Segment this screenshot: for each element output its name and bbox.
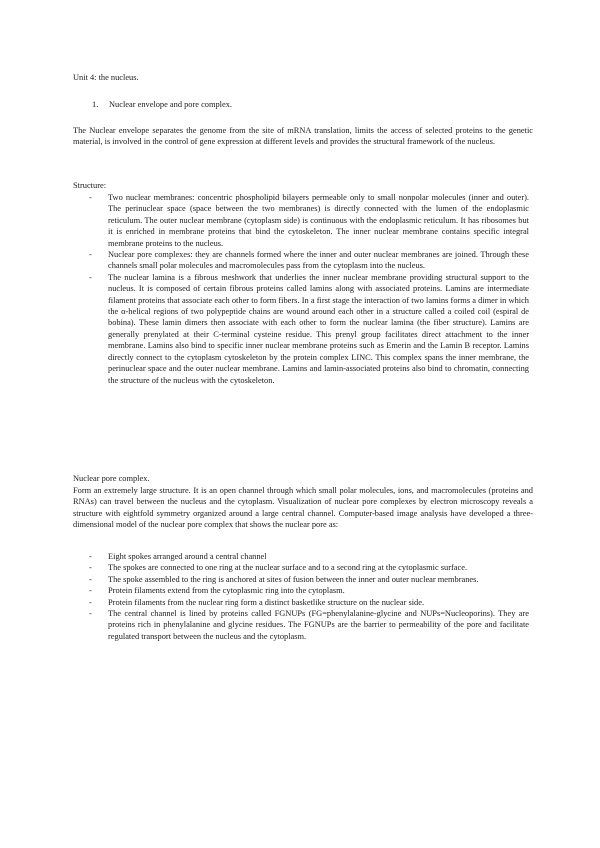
list-item — [89, 574, 529, 585]
section-number: 1. — [92, 100, 99, 109]
section-heading — [92, 99, 532, 110]
list-item — [89, 562, 529, 573]
section-title: Nuclear envelope and pore complex. — [109, 100, 233, 109]
list-item-text: Protein filaments extend from the cytoplasmic ring into the cytoplasm. — [108, 586, 345, 596]
list-item-text: Two nuclear membranes: concentric phospholipid bilayers permeable only to small nonpolar molecules (inner and outer). The perinuclear space (space between the two membranes) is directly connected with the lumen of the endoplasmic reticulum. The outer nuclear membrane (cytoplasm side) is continuous with the endoplasmic reticulum. It has ribosomes but it is enriched in membrane proteins that bind the cytoskeleton. The inner nuclear membrane contains specific integral membrane proteins to the nucleus. — [108, 193, 529, 248]
bullet-dash: - — [89, 552, 92, 561]
list-item — [89, 597, 529, 608]
structure-label: Structure: — [73, 181, 107, 190]
list-item — [89, 192, 529, 249]
structure-list — [89, 192, 529, 386]
unit-title: Unit 4: the nucleus. — [73, 73, 139, 82]
list-item — [89, 608, 529, 642]
bullet-dash: - — [89, 563, 92, 573]
list-item-text: Protein filaments from the nuclear ring form a distinct basketlike structure on the nuclear side. — [108, 597, 425, 607]
intro-paragraph: The Nuclear envelope separates the genome from the site of mRNA translation, limits the access of selected proteins to the genetic material, is involved in the control of gene expression at different levels and provides the structural framework of the nucleus. — [73, 126, 533, 147]
bullet-dash: - — [89, 597, 92, 607]
list-item-text: The spoke assembled to the ring is anchored at sites of fusion between the inner and outer nuclear membranes. — [108, 574, 479, 584]
list-item-text: The spokes are connected to one ring at the nuclear surface and to a second ring at the cytoplasmic surface. — [108, 563, 468, 573]
list-item-text: Eight spokes arranged around a central channel — [108, 552, 267, 561]
list-item — [89, 585, 529, 596]
bullet-dash: - — [89, 574, 92, 584]
bullet-dash: - — [89, 609, 92, 619]
list-item — [89, 551, 529, 562]
list-item-text: Nuclear pore complexes: they are channels formed where the inner and outer nuclear membranes are joined. Through these channels small polar molecules and macromolecules pass from the cytoplasm into the nucleus. — [108, 250, 529, 271]
bullet-dash: - — [89, 272, 92, 282]
list-item — [89, 249, 529, 272]
pore-complex-list — [89, 551, 529, 642]
list-item-text: The central channel is lined by proteins called FGNUPs (FG=phenylalanine-glycine and NUPs=Nucleoporins). They are proteins rich in phenylalanine and glycine residues. The FGNUPs are the barrier to permeability of the pore and facilitate regulated transport between the nucleus and the cytoplasm. — [108, 609, 529, 641]
pore-complex-title: Nuclear pore complex. — [73, 474, 150, 483]
pore-complex-intro: Form an extremely large structure. It is an open channel through which small polar molecules, ions, and macromolecules (proteins and RNAs) can travel between the nucleus and the cytoplasm. Visualization of nuclear pore complexes by electron microscopy reveals a structure with eightfold symmetry organized around a large central channel. Computer-based image analysis have developed a three-dimensional model of the nuclear pore complex that shows the nuclear pore as: — [73, 486, 533, 530]
list-item-text: The nuclear lamina is a fibrous meshwork that underlies the inner nuclear membrane providing structural support to the nucleus. It is composed of certain fibrous proteins called lamins along with associated proteins. Lamins are intermediate filament proteins that associate each other to form fibers. In a first stage the interaction of two lamins forms a dimer in which the α-helical regions of two polypeptide chains are wound around each other in a structure called a coiled coil (espiral de bobina). These lamin dimers then associate with each other to form the nuclear lamina (the fiber structure). Lamins are generally prenylated at their C-terminal cysteine residue. This prenyl group facilitates direct attachment to the inner membrane. Lamins also bind to specific inner nuclear membrane proteins such as Emerin and the Lamin B receptor. Lamins directly connect to the cytoplasm cytoskeleton by the protein complex LINC. This complex spans the inner membrane, the perinuclear space and the outer nuclear membrane. Lamins and lamin-associated proteins also bind to chromatin, connecting the structure of the nucleus with the cytoskeleton. — [108, 272, 529, 385]
list-item — [89, 272, 529, 386]
bullet-dash: - — [89, 586, 92, 596]
bullet-dash: - — [89, 193, 92, 202]
bullet-dash: - — [89, 250, 92, 260]
